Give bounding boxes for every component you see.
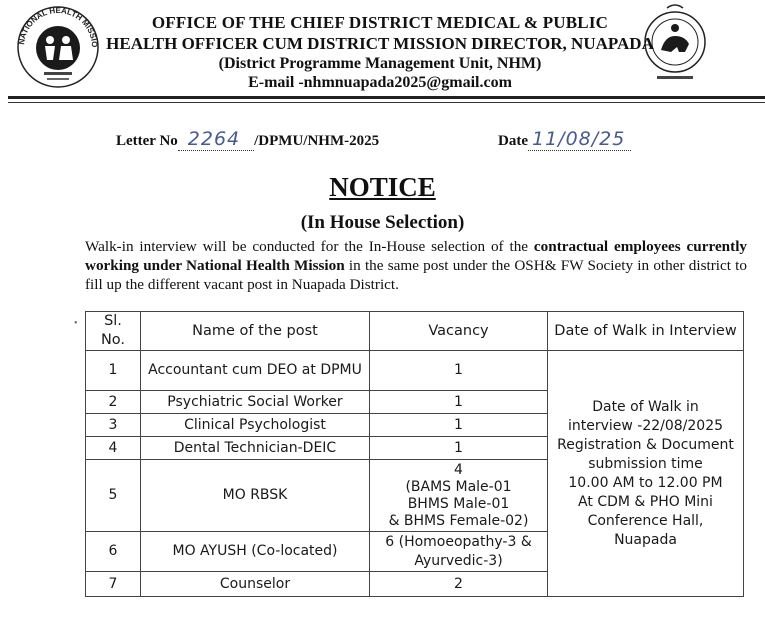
letter-number-line — [116, 128, 379, 151]
interview-line: 10.00 AM to 12.00 PM — [568, 474, 723, 491]
col-header-vacancy: Vacancy — [370, 312, 548, 351]
notice-title: NOTICE — [329, 172, 436, 202]
header-rule-thin — [8, 102, 765, 103]
para-text-1: Walk-in interview will be conducted for the In-House selection of the — [85, 238, 534, 255]
interview-line: interview -22/08/2025 — [567, 417, 724, 434]
vacancy-line: (BAMS Male-01 — [405, 478, 512, 495]
notice-subtitle: (In House Selection) — [300, 212, 465, 233]
vacancy-line: 6 (Homoeopathy-3 & — [385, 533, 532, 550]
date-value: 11/08/25 — [532, 128, 626, 150]
cell-vacancy: 2 — [370, 572, 548, 597]
vacancy-line: & BHMS Female-02) — [388, 512, 529, 529]
table-row — [86, 351, 744, 391]
vacancy-line: BHMS Male-01 — [407, 495, 510, 512]
date-label: Date — [498, 133, 528, 149]
para-bold-text: contractual employees currently working under National Health Mission — [85, 238, 748, 274]
vacancy-table — [85, 311, 744, 597]
cell-sl: 3 — [86, 414, 141, 437]
nhm-logo — [14, 4, 102, 90]
office-email: E-mail -nhmnuapada2025@gmail.com — [248, 74, 512, 91]
letter-label: Letter No — [116, 133, 178, 149]
col-header-sl: Sl. No. — [86, 312, 141, 351]
interview-line: Nuapada — [614, 531, 677, 548]
date-line — [498, 128, 631, 151]
cell-post: Dental Technician-DEIC — [141, 437, 370, 460]
cell-vacancy: 1 — [370, 391, 548, 414]
interview-line: At CDM & PHO Mini — [578, 493, 713, 510]
letter-number: 2264 — [187, 128, 241, 150]
cell-sl: 4 — [86, 437, 141, 460]
interview-line: Date of Walk in — [592, 398, 699, 415]
cell-post: MO RBSK — [141, 460, 370, 532]
cell-post: Clinical Psychologist — [141, 414, 370, 437]
interview-line: submission time — [588, 455, 703, 472]
cell-interview-details — [548, 351, 744, 597]
notice-paragraph — [85, 237, 747, 294]
letter-suffix: /DPMU/NHM-2025 — [254, 133, 380, 149]
office-unit: (District Programme Management Unit, NHM) — [218, 55, 542, 72]
cell-post: Psychiatric Social Worker — [141, 391, 370, 414]
table-header-row — [86, 312, 744, 351]
office-title-line1: OFFICE OF THE CHIEF DISTRICT MEDICAL & PUBLIC — [151, 13, 609, 32]
cell-vacancy: 1 — [370, 437, 548, 460]
vacancy-line: 4 — [454, 461, 463, 478]
office-title-line2: HEALTH OFFICER CUM DISTRICT MISSION DIRECTOR, NUAPADA — [106, 34, 654, 53]
cell-vacancy — [370, 460, 548, 532]
vacancy-line: Ayurvedic-3) — [414, 552, 503, 569]
cell-post: Accountant cum DEO at DPMU — [141, 351, 370, 391]
cell-post: MO AYUSH (Co-located) — [141, 532, 370, 572]
cell-vacancy: 1 — [370, 414, 548, 437]
cell-sl: 1 — [86, 351, 141, 391]
cell-sl: 2 — [86, 391, 141, 414]
cell-sl: 6 — [86, 532, 141, 572]
para-text-2: in the same post under the OSH& FW Society in other district to fill up the different vacant post in Nuapada District. — [85, 257, 747, 293]
cell-sl: 7 — [86, 572, 141, 597]
header-rule-thick — [8, 96, 765, 99]
svg-text:NATIONAL HEALTH MISSION: NATIONAL HEALTH MISSIO — [17, 5, 100, 48]
col-header-date: Date of Walk in Interview — [548, 312, 744, 351]
col-header-post: Name of the post — [141, 312, 370, 351]
interview-line: Registration & Document — [557, 436, 734, 453]
cell-sl: 5 — [86, 460, 141, 532]
cell-vacancy: 1 — [370, 351, 548, 391]
margin-mark: • — [74, 318, 78, 329]
interview-line: Conference Hall, — [587, 512, 704, 529]
cell-vacancy — [370, 532, 548, 572]
cell-post: Counselor — [141, 572, 370, 597]
